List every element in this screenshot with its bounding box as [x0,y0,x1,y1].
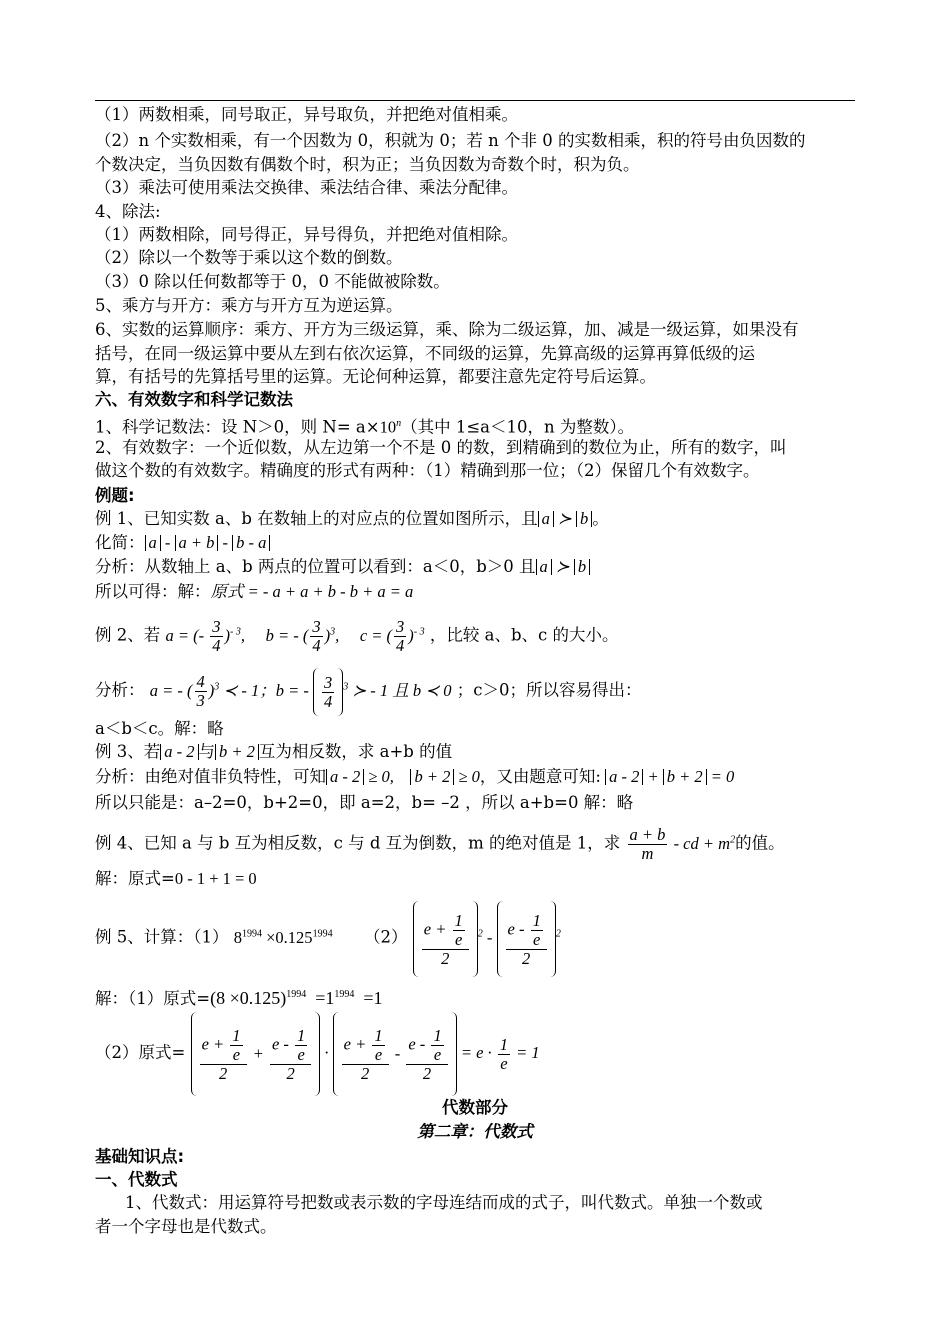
text-span: 解：原式= [95,869,175,888]
example-heading: 例题: [95,486,135,505]
example-5-line [95,898,860,977]
text-line: 1、代数式：用运算符号把数或表示数的字母连结而成的式子，叫代数式。单独一个数或 [125,1193,763,1212]
math-expr: a - 2 [160,744,198,760]
text-span: ；c＞0；所以容易得出： [456,680,642,700]
example-5-solution-2 [95,1012,860,1096]
text-span: 分析：从数轴上 a、b 两点的位置可以看到：a＜0，b＞0 且 [95,557,536,576]
text-span: （2）原式= [95,1042,186,1062]
section-heading: 一、代数式 [95,1170,178,1189]
text-span: 例 4、已知 a 与 b 互为相反数，c 与 d 互为倒数，m 的绝对值是 1，求 [95,833,621,853]
text-line: （2）除以一个数等于乘以这个数的倒数。 [95,248,403,267]
text-line: 6、实数的运算顺序：乘方、开方为三级运算，乘、除为二级运算，加、减是一级运算，如果没有 [95,320,799,339]
text-span: 分析： [95,680,145,700]
math-expr: a - a + b - b - a [145,533,271,552]
text-line: 算，有括号的先算括号里的运算。无论何种运算，都要注意先定符号后运算。 [95,367,656,386]
example-1-line [95,508,860,530]
section-heading: 六、有效数字和科学记数法 [95,390,293,409]
example-4-solution [95,868,860,890]
text-line: 者一个字母也是代数式。 [95,1217,277,1236]
math-expr: a - 2 ≥ 0, b + 2 ≥ 0 [326,767,480,786]
example-3-analysis [95,766,860,788]
example-2-line [95,612,860,656]
math-expr: $\frac{a + b}{m}$ - cd + $m^2$ [629,825,736,864]
math-expr: a = - ( $\frac{4}{3}$ )$^3$ ≺ - 1；b = - $\frac{3}{4}$ $^3$ ≻ - 1 且 b ≺ 0 [150,681,452,700]
part-title: 代数部分 [442,1098,508,1117]
math-exponent: n [396,418,402,429]
text-span: 所以可得：解： [95,582,211,601]
text-line: （2）n 个实数相乘，有一个因数为 0，积就为 0；若 n 个非 0 的实数相乘，积的符号由负因数的 [95,131,806,150]
text-line: 4、除法: [95,202,161,221]
text-span: 例 1、已知实数 a、b 在数轴上的对应点的位置如图所示，且 [95,509,538,528]
text-span: 例 2、若 [95,625,161,645]
section-heading: 基础知识点: [95,1147,185,1166]
text-line: 2、有效数字：一个近似数，从左边第一个不是 0 的数，到精确到的数位为止，所有的数字，叫 [95,438,787,457]
text-span: ，又由题意可知: [479,767,601,786]
math-expr: e + $\frac{1}{e}$ 2 + e - $\frac{1}{e}$ 2 · e + $\frac{1}{e}$ 2 - e - $\frac{1}{e}$ 2 = e · $\frac{1}{e}$ = 1 [191,1043,540,1062]
math-expr: e + $\frac{1}{e}$ 2 $^2$ - e - $\frac{1}{e}$ 2 $^2$ [413,928,561,947]
math-expr: b + 2 [215,744,259,760]
text-span: ，比较 a、b、c 的大小。 [429,625,619,645]
example-5-solution-1 [95,983,860,1011]
math-expr: a - 2 + b + 2 = 0 [601,767,734,786]
example-1-solution [95,581,860,603]
text-span: 例 5、计算：（1） [95,927,229,947]
text-span: 分析：由绝对值非负特性，可知 [95,767,326,786]
text-line: 5、乘方与开方：乘方与开方互为逆运算。 [95,296,403,315]
sci-notation-line [95,413,860,439]
example-2-analysis [95,665,860,716]
text-span: 。 [592,509,609,528]
math-expr: $8^{1994} \times 0.125^{1994}$ [233,927,333,947]
text-line: a＜b＜c。解：略 [95,719,224,738]
math-expr: a ≻ b [538,509,593,528]
text-span: 与 [198,742,215,761]
text-span: （2） [364,927,408,947]
math-expr: 0 - 1 + 1 = 0 [174,869,257,888]
math-expr: a ≻ b [536,557,591,576]
text-line: （1）两数相除，同号得正，异号得负，并把绝对值相除。 [95,225,518,244]
text-span: 互为相反数，求 a+b 的值 [258,742,453,761]
math-span: 10 [379,417,397,437]
math-expr: 原式 = - a + a + b - b + a = a [210,582,414,601]
text-line: （3）乘法可使用乘法交换律、乘法结合律、乘法分配律。 [95,178,518,197]
chapter-title: 第二章：代数式 [417,1122,533,1141]
text-span: 的值。 [735,833,785,853]
text-line: 个数决定，当负因数有偶数个时，积为正；当负因数为奇数个时，积为负。 [95,155,640,174]
text-span: 化简： [95,533,145,552]
example-3-line [95,741,860,763]
math-expr: a = (- $\frac{3}{4}$ )$^{- 3}$, b = - ( $\frac{3}{4}$ )$^3$, c = ( $\frac{3}{4}$ )$^{- 3}$ [165,617,425,656]
text-line: 做这个数的有效数字。精确度的形式有两种：（1）精确到那一位；（2）保留几个有效数字。 [95,461,760,480]
text-span: 例 3、若 [95,742,161,761]
text-line: 括号，在同一级运算中要从左到右依次运算，不同级的运算，先算高级的运算再算低级的运 [95,344,755,363]
example-1-analysis [95,556,860,578]
text-span: （其中 1≤a＜10，n 为整数）。 [401,417,635,437]
text-span: 1、科学记数法：设 N＞0，则 N= a× [95,417,380,437]
text-line: （1）两数相乘，同号取正，异号取负，并把绝对值相乘。 [95,105,518,124]
math-expr: $(8 \times 0.125)^{1994} =1^{1994} =1$ [210,988,383,1008]
text-line: 所以只能是：a–2=0，b+2=0，即 a=2，b= –2 ，所以 a+b=0 解：略 [95,793,634,812]
header-rule [95,100,855,101]
example-4-line [95,818,860,866]
text-line: （3）0 除以任何数都等于 0，0 不能做被除数。 [95,272,450,291]
example-1-simplify [95,532,860,554]
text-span: 解：（1）原式= [95,989,211,1008]
